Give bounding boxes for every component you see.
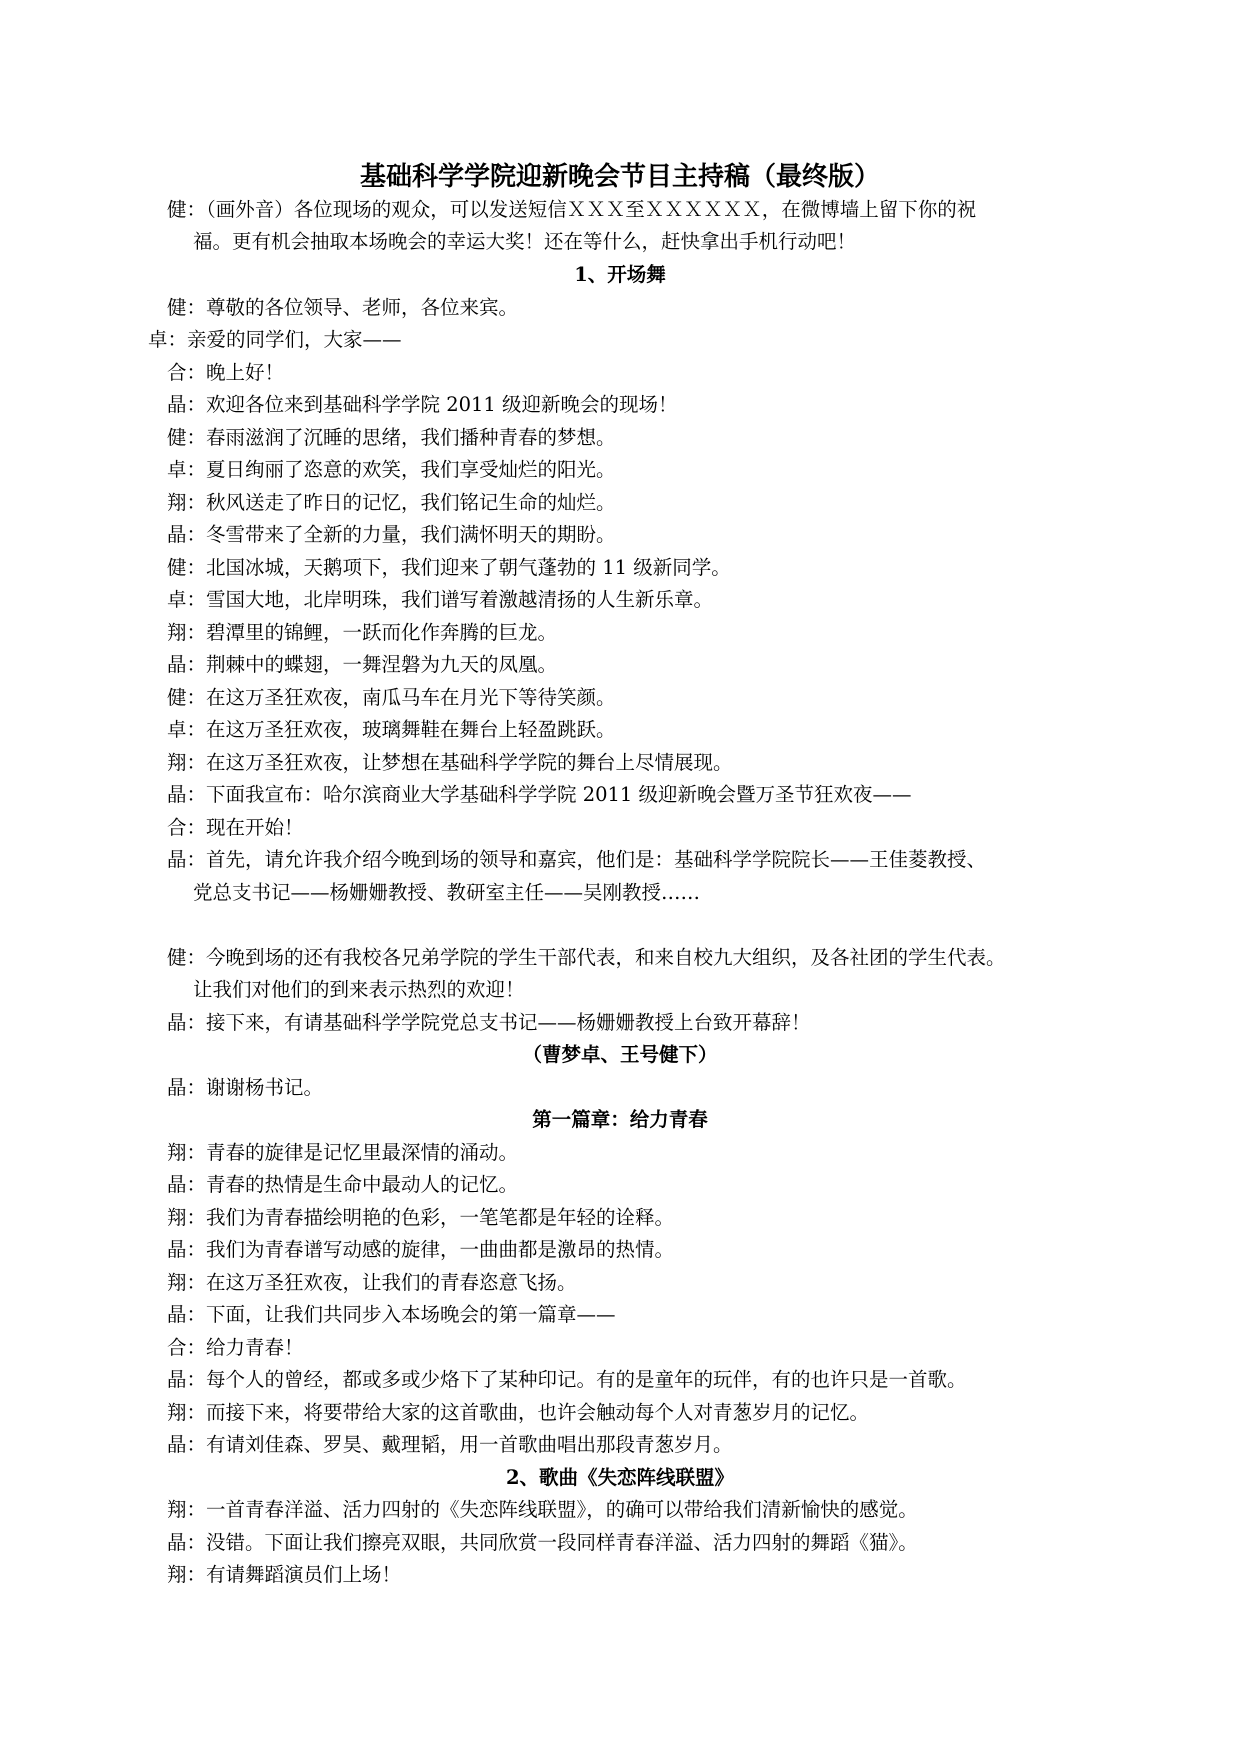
dialogue-text: 有请舞蹈演员们上场！ [206,1563,402,1586]
dialogue-line [167,1075,323,1101]
dialogue-line [167,457,616,483]
dialogue-text: 我们为青春描绘明艳的色彩，一笔笔都是年轻的诠释。 [206,1206,675,1229]
speaker-label: 翔： [167,491,207,514]
dialogue-text: 青春的旋律是记忆里最深情的涌动。 [206,1141,519,1164]
speaker-label: 翔： [167,1401,207,1424]
dialogue-text: 每个人的曾经，都或多或少烙下了某种印记。有的是童年的玩伴，有的也许只是一首歌。 [206,1368,967,1391]
speaker-label: 晶： [167,1368,207,1391]
dialogue-line [167,587,713,613]
speaker-label: 健： [167,556,207,579]
dialogue-text: 夏日绚丽了恣意的欢笑，我们享受灿烂的阳光。 [206,458,616,481]
dialogue-text: 现在开始！ [206,816,304,839]
dialogue-text: 亲爱的同学们，大家—— [187,328,402,351]
dialogue-line [167,197,976,223]
section-heading-text: 2、歌曲《失恋阵线联盟》 [505,1466,735,1489]
dialogue-line [167,652,557,678]
speaker-label: 晶： [167,783,207,806]
speaker-label: 合： [167,1336,207,1359]
speaker-label: 晶： [167,1531,207,1554]
speaker-label: 翔： [167,1206,207,1229]
dialogue-text: 福。更有机会抽取本场晚会的幸运大奖！还在等什么，赶快拿出手机行动吧！ [193,230,857,253]
dialogue-text: 冬雪带来了全新的力量，我们满怀明天的期盼。 [206,523,616,546]
dialogue-line [167,295,518,321]
dialogue-text: 在这万圣狂欢夜，玻璃舞鞋在舞台上轻盈跳跃。 [206,718,616,741]
section-heading [0,262,1240,288]
dialogue-text: 碧潭里的锦鲤，一跃而化作奔腾的巨龙。 [206,621,558,644]
document-title: 基础科学学院迎新晚会节目主持稿（最终版） [359,162,880,192]
speaker-label: 晶： [167,1433,207,1456]
speaker-label: 翔： [167,621,207,644]
dialogue-text: 下面我宣布：哈尔滨商业大学基础科学学院 2011 级迎新晚会暨万圣节狂欢夜—— [206,783,912,806]
dialogue-line [167,782,912,808]
dialogue-text: 党总支书记——杨姗姗教授、教研室主任——吴刚教授…… [193,881,701,904]
dialogue-text: 接下来，有请基础科学学院党总支书记——杨姗姗教授上台致开幕辞！ [206,1011,811,1034]
dialogue-line [167,490,616,516]
dialogue-line [167,620,557,646]
dialogue-line [167,815,304,841]
speaker-label: 合： [167,361,207,384]
dialogue-line [167,1172,518,1198]
dialogue-line [167,1562,401,1588]
dialogue-text: 我们为青春谱写动感的旋律，一曲曲都是激昂的热情。 [206,1238,675,1261]
dialogue-line [167,1432,733,1458]
dialogue-line [167,1237,674,1263]
dialogue-line [167,1140,518,1166]
dialogue-line [148,327,402,353]
dialogue-text: （画外音）各位现场的观众，可以发送短信ＸＸＸ至ＸＸＸＸＸＸ，在微博墙上留下你的祝 [206,198,977,221]
dialogue-line [167,1270,577,1296]
dialogue-line [167,522,616,548]
dialogue-text: 让我们对他们的到来表示热烈的欢迎！ [193,978,525,1001]
dialogue-line [167,1205,674,1231]
dialogue-text: 秋风送走了昨日的记忆，我们铭记生命的灿烂。 [206,491,616,514]
speaker-label: 卓： [167,718,207,741]
dialogue-text: 首先，请允许我介绍今晚到场的领导和嘉宾，他们是：基础科学学院院长——王佳菱教授、 [206,848,987,871]
speaker-label: 翔： [167,751,207,774]
dialogue-text: 给力青春！ [206,1336,304,1359]
dialogue-line [193,977,525,1003]
dialogue-line [167,1530,918,1556]
dialogue-text: 没错。下面让我们擦亮双眼，共同欣赏一段同样青春洋溢、活力四射的舞蹈《猫》。 [206,1531,918,1554]
section-heading [0,1107,1240,1133]
speaker-label: 卓： [167,588,207,611]
dialogue-text: 在这万圣狂欢夜，南瓜马车在月光下等待笑颜。 [206,686,616,709]
speaker-label: 翔： [167,1141,207,1164]
dialogue-line [167,750,733,776]
speaker-label: 晶： [167,653,207,676]
dialogue-text: 下面，让我们共同步入本场晚会的第一篇章—— [206,1303,616,1326]
speaker-label: 健： [167,946,207,969]
speaker-label: 卓： [167,458,207,481]
speaker-label: 晶： [167,393,207,416]
dialogue-line [167,1400,869,1426]
dialogue-line [167,847,986,873]
speaker-label: 翔： [167,1498,207,1521]
section-heading [0,1465,1240,1491]
speaker-label: 翔： [167,1563,207,1586]
section-heading-text: 1、开场舞 [574,263,666,286]
dialogue-line [167,1497,918,1523]
speaker-label: 晶： [167,1173,207,1196]
speaker-label: 晶： [167,1011,207,1034]
dialogue-line [167,392,678,418]
dialogue-text: 欢迎各位来到基础科学学院 2011 级迎新晚会的现场！ [206,393,678,416]
dialogue-line [167,717,616,743]
dialogue-text: 雪国大地，北岸明珠，我们谱写着激越清扬的人生新乐章。 [206,588,714,611]
dialogue-line [193,229,856,255]
speaker-label: 健： [167,296,207,319]
dialogue-line [167,1335,304,1361]
dialogue-line [167,1010,811,1036]
dialogue-text: 有请刘佳森、罗昊、戴理韬，用一首歌曲唱出那段青葱岁月。 [206,1433,733,1456]
dialogue-text: 在这万圣狂欢夜，让梦想在基础科学学院的舞台上尽情展现。 [206,751,733,774]
dialogue-line [167,1302,616,1328]
speaker-label: 卓： [148,328,188,351]
speaker-label: 健： [167,426,207,449]
dialogue-text: 而接下来，将要带给大家的这首歌曲，也许会触动每个人对青葱岁月的记忆。 [206,1401,870,1424]
dialogue-text: 春雨滋润了沉睡的思绪，我们播种青春的梦想。 [206,426,616,449]
section-heading-text: 第一篇章：给力青春 [532,1108,708,1131]
dialogue-line [167,360,284,386]
dialogue-line [193,880,700,906]
dialogue-text: 今晚到场的还有我校各兄弟学院的学生干部代表，和来自校九大组织，及各社团的学生代表。 [206,946,1006,969]
speaker-label: 晶： [167,1238,207,1261]
speaker-label: 健： [167,198,207,221]
dialogue-text: 尊敬的各位领导、老师，各位来宾。 [206,296,519,319]
section-heading-text: （曹梦卓、王号健下） [522,1043,718,1066]
dialogue-text: 荆棘中的蝶翅，一舞涅磐为九天的凤凰。 [206,653,558,676]
dialogue-line [167,425,616,451]
speaker-label: 翔： [167,1271,207,1294]
speaker-label: 晶： [167,1303,207,1326]
dialogue-text: 青春的热情是生命中最动人的记忆。 [206,1173,519,1196]
dialogue-text: 北国冰城，天鹅项下，我们迎来了朝气蓬勃的 11 级新同学。 [206,556,731,579]
section-heading [0,1042,1240,1068]
dialogue-line [167,555,731,581]
dialogue-text: 一首青春洋溢、活力四射的《失恋阵线联盟》，的确可以带给我们清新愉快的感觉。 [206,1498,918,1521]
dialogue-text: 在这万圣狂欢夜，让我们的青春恣意飞扬。 [206,1271,577,1294]
speaker-label: 健： [167,686,207,709]
dialogue-line [167,1367,967,1393]
speaker-label: 晶： [167,848,207,871]
dialogue-line [167,945,1006,971]
speaker-label: 合： [167,816,207,839]
speaker-label: 晶： [167,1076,207,1099]
dialogue-line [167,685,616,711]
dialogue-text: 晚上好！ [206,361,285,384]
dialogue-text: 谢谢杨书记。 [206,1076,324,1099]
speaker-label: 晶： [167,523,207,546]
